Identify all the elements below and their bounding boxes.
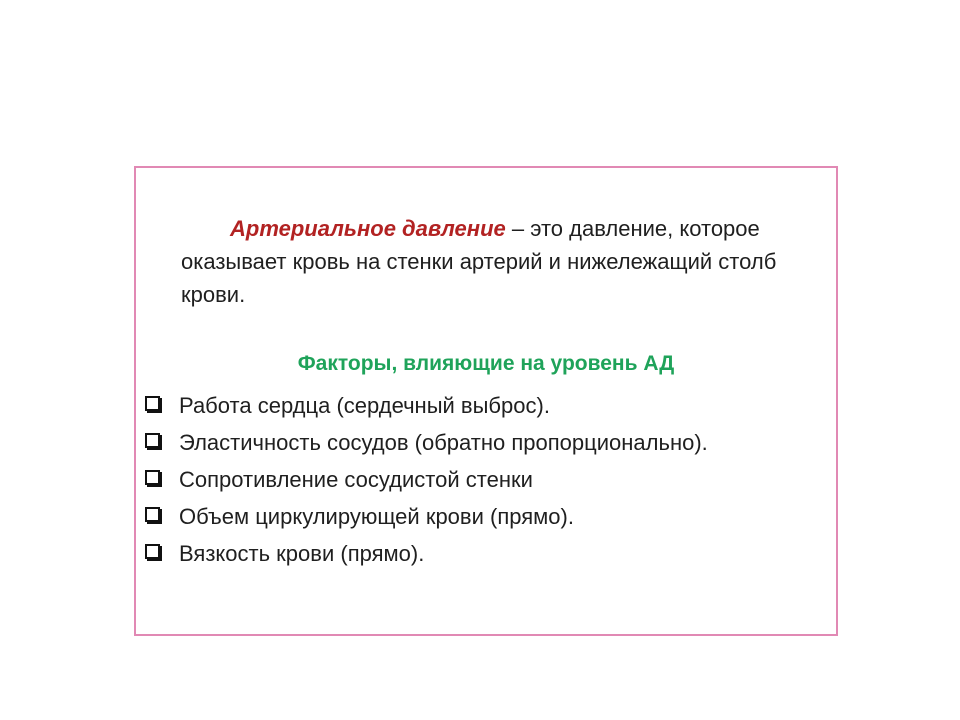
factors-title: Факторы, влияющие на уровень АД <box>297 352 675 375</box>
definition-term: Артериальное давление <box>230 216 506 241</box>
checkbox-icon <box>145 470 160 485</box>
list-item <box>145 387 825 424</box>
list-item <box>145 424 825 461</box>
list-item <box>145 498 825 535</box>
list-item-label: Объем циркулирующей крови (прямо). <box>179 503 574 529</box>
checkbox-icon <box>145 507 160 522</box>
list-item-label: Работа сердца (сердечный выброс). <box>179 392 550 418</box>
checkbox-icon <box>145 544 160 559</box>
factor-list <box>145 387 825 572</box>
checkbox-icon <box>145 433 160 448</box>
list-item-label: Сопротивление сосудистой стенки <box>179 466 533 492</box>
checkbox-icon <box>145 396 160 411</box>
list-item <box>145 461 825 498</box>
list-item-label: Вязкость крови (прямо). <box>179 540 425 566</box>
definition-paragraph <box>181 212 821 311</box>
definition-text: – это давление, которое оказывает кровь на стенки артерий и нижележащий столб крови. <box>181 216 777 307</box>
list-item <box>145 535 825 572</box>
list-item-label: Эластичность сосудов (обратно пропорционально). <box>179 429 708 455</box>
